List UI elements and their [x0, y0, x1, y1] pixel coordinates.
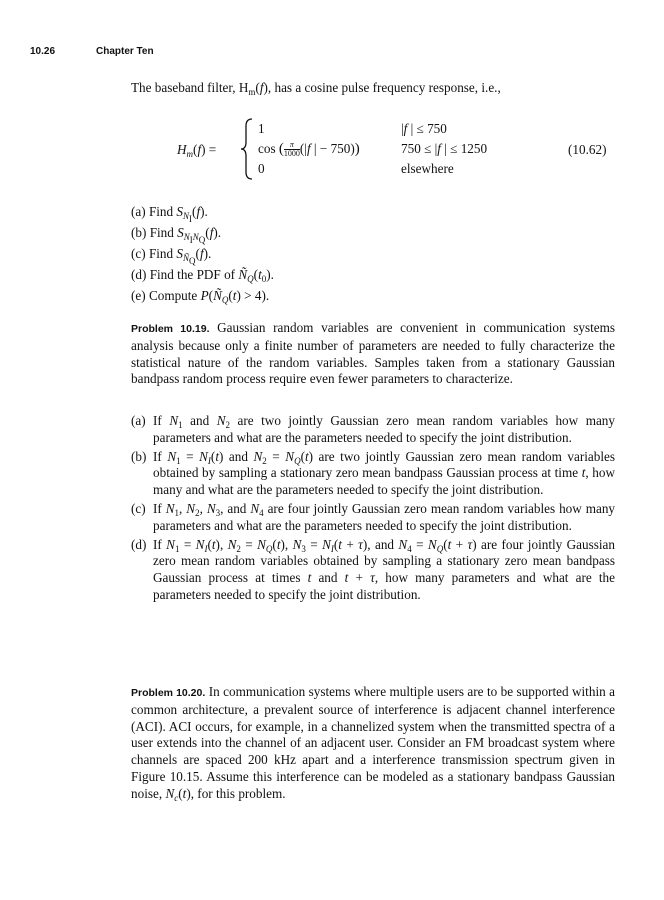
case-value-2: cos ( $\frac{\pi}{1000}$ (|f | − 750))	[258, 140, 360, 159]
exercise-part: (a) Find $S_{N_I}(f)$.	[131, 204, 208, 224]
case-condition-1: |f | ≤ 750	[401, 121, 447, 136]
problem-part-d: (d) If $N_1 = N_I(t)$, $N_2 = N_Q(t)$, $N_3 = N_I(t + \tau)$, and $N_4 = N_Q(t + \tau)$ are four jointly Gaussian zero mean random variables obtained by sampling a stationary zero mean bandpass Gaussian process at times t and t + τ, how many parameters and what are the parameters needed to specify the joint distribution.	[131, 536, 616, 602]
left-brace-icon	[240, 118, 254, 180]
problem-text: Gaussian random variables are convenient in communication systems analysis because only a finite number of parameters are needed to fully characterize the statistical nature of the random variables. Samples taken from a stationary Gaussian bandpass random process require even fewer parameters to characterize.	[131, 320, 616, 387]
problem-part-a: (a) If $N_1$ and $N_2$ are two jointly Gaussian zero mean random variables how many parameters and what are the parameters needed to specify the joint distribution.	[131, 413, 615, 445]
equation-lhs: $H_m(f)$ =	[177, 142, 217, 159]
running-header	[30, 46, 154, 57]
case-value-3: 0	[258, 161, 265, 176]
case-condition-3: elsewhere	[401, 161, 454, 176]
equation-number: (10.62)	[568, 142, 607, 157]
exercise-part: (d) Find the PDF of $Ñ_Q(t_0)$.	[131, 267, 274, 284]
case-condition-2: 750 ≤ |f | ≤ 1250	[401, 141, 488, 156]
exercise-part: (c) Find $S_{Ñ_Q}(f)$.	[131, 246, 212, 266]
exercise-part: (e) Compute $P(Ñ_Q(t) > 4)$.	[131, 288, 270, 305]
problem-label: Problem 10.20.	[131, 687, 206, 699]
chapter-title: Chapter Ten	[96, 46, 154, 57]
problem-10-19-parts	[131, 413, 615, 606]
problem-part-b: (b) If $N_1 = N_I(t)$ and $N_2 = N_Q(t)$ are two jointly Gaussian zero mean random variables obtained by sampling a stationary zero mean bandpass Gaussian process at time t, how many and what are the parameters needed to specify the joint distribution.	[131, 448, 616, 498]
problem-10-19	[131, 320, 615, 388]
problem-10-20	[131, 684, 615, 803]
page-number: 10.26	[30, 46, 56, 57]
exercise-parts	[131, 204, 621, 309]
case-value-1: 1	[258, 121, 265, 136]
exercise-part: (b) Find $S_{N_IN_Q}(f)$.	[131, 225, 222, 245]
equation-10-62	[131, 118, 621, 182]
problem-text: In communication systems where multiple users are to be supported within a common architecture, a prevalent source of interference is adjacent channel interference (ACI). ACI occurs, for example, in a channelized system when the transmitted spectra of a user extends into the channel of an adjacent user. Consider an FM broadcast system where channels are spaced 200 kHz apart and a interference transmission spectrum given in Figure 10.15. Assume this interference can be modeled as a stationary bandpass Gaussian noise, $N_c(t)$, for this problem.	[131, 684, 615, 803]
problem-part-c: (c) If $N_1$, $N_2$, $N_3$, and $N_4$ are four jointly Gaussian zero mean random variables how many parameters and what are the parameters needed to specify the joint distribution.	[131, 500, 616, 533]
problem-label: Problem 10.19.	[131, 323, 210, 335]
intro-paragraph: The baseband filter, $H_m(f)$, has a cosine pulse frequency response, i.e.,	[131, 80, 501, 97]
